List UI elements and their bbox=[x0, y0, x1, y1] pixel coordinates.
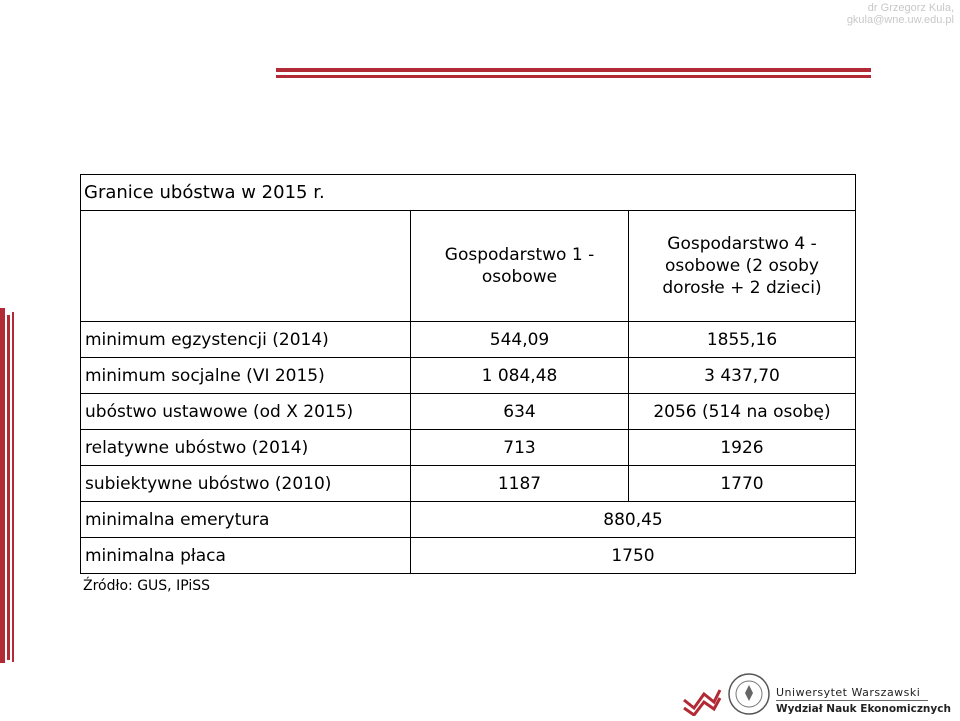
table-row bbox=[81, 466, 856, 502]
source-note: Źródło: GUS, IPiSS bbox=[83, 578, 211, 594]
row-value-1: 1 084,48 bbox=[411, 358, 629, 394]
table-row bbox=[81, 502, 856, 538]
side-bar bbox=[12, 312, 14, 662]
author-credit bbox=[847, 2, 954, 26]
row-merged-value: 1750 bbox=[411, 538, 856, 574]
row-label: minimalna emerytura bbox=[81, 502, 411, 538]
row-value-1: 713 bbox=[411, 430, 629, 466]
poverty-table bbox=[80, 174, 856, 574]
col1-header bbox=[411, 211, 629, 322]
table-row bbox=[81, 430, 856, 466]
university-seal-icon bbox=[727, 671, 771, 717]
author-name: dr Grzegorz Kula, bbox=[867, 2, 954, 14]
faculty-name: Wydział Nauk Ekonomicznych bbox=[776, 703, 951, 715]
col1-header-text: Gospodarstwo 1 - osobowe bbox=[444, 245, 595, 287]
row-value-1: 634 bbox=[411, 394, 629, 430]
row-label: relatywne ubóstwo (2014) bbox=[81, 430, 411, 466]
row-value-2: 1855,16 bbox=[629, 322, 856, 358]
row-label: minimum socjalne (VI 2015) bbox=[81, 358, 411, 394]
col2-header-text: Gospodarstwo 4 - osobowe (2 osoby dorosłe + 2 dzieci) bbox=[662, 234, 822, 298]
row-label: subiektywne ubóstwo (2010) bbox=[81, 466, 411, 502]
footer-divider bbox=[776, 700, 928, 701]
header-rule-bottom bbox=[276, 75, 871, 78]
row-merged-value: 880,45 bbox=[411, 502, 856, 538]
table-row bbox=[81, 538, 856, 574]
row-label: ubóstwo ustawowe (od X 2015) bbox=[81, 394, 411, 430]
table-row bbox=[81, 358, 856, 394]
university-name: Uniwersytet Warszawski bbox=[776, 686, 921, 699]
side-bar bbox=[7, 315, 10, 660]
row-value-2: 1770 bbox=[629, 466, 856, 502]
author-email: gkula@wne.uw.edu.pl bbox=[846, 14, 954, 26]
row-value-1: 544,09 bbox=[411, 322, 629, 358]
row-label: minimalna płaca bbox=[81, 538, 411, 574]
row-label: minimum egzystencji (2014) bbox=[81, 322, 411, 358]
table-title: Granice ubóstwa w 2015 r. bbox=[81, 175, 856, 211]
wne-logo-icon bbox=[682, 678, 722, 716]
row-value-2: 3 437,70 bbox=[629, 358, 856, 394]
header-empty-cell bbox=[81, 211, 411, 322]
col2-header bbox=[629, 211, 856, 322]
table-row bbox=[81, 322, 856, 358]
side-bar bbox=[0, 308, 5, 663]
row-value-2: 2056 (514 na osobę) bbox=[629, 394, 856, 430]
header-rule-top bbox=[276, 68, 871, 72]
row-value-2: 1926 bbox=[629, 430, 856, 466]
table-row bbox=[81, 394, 856, 430]
row-value-1: 1187 bbox=[411, 466, 629, 502]
